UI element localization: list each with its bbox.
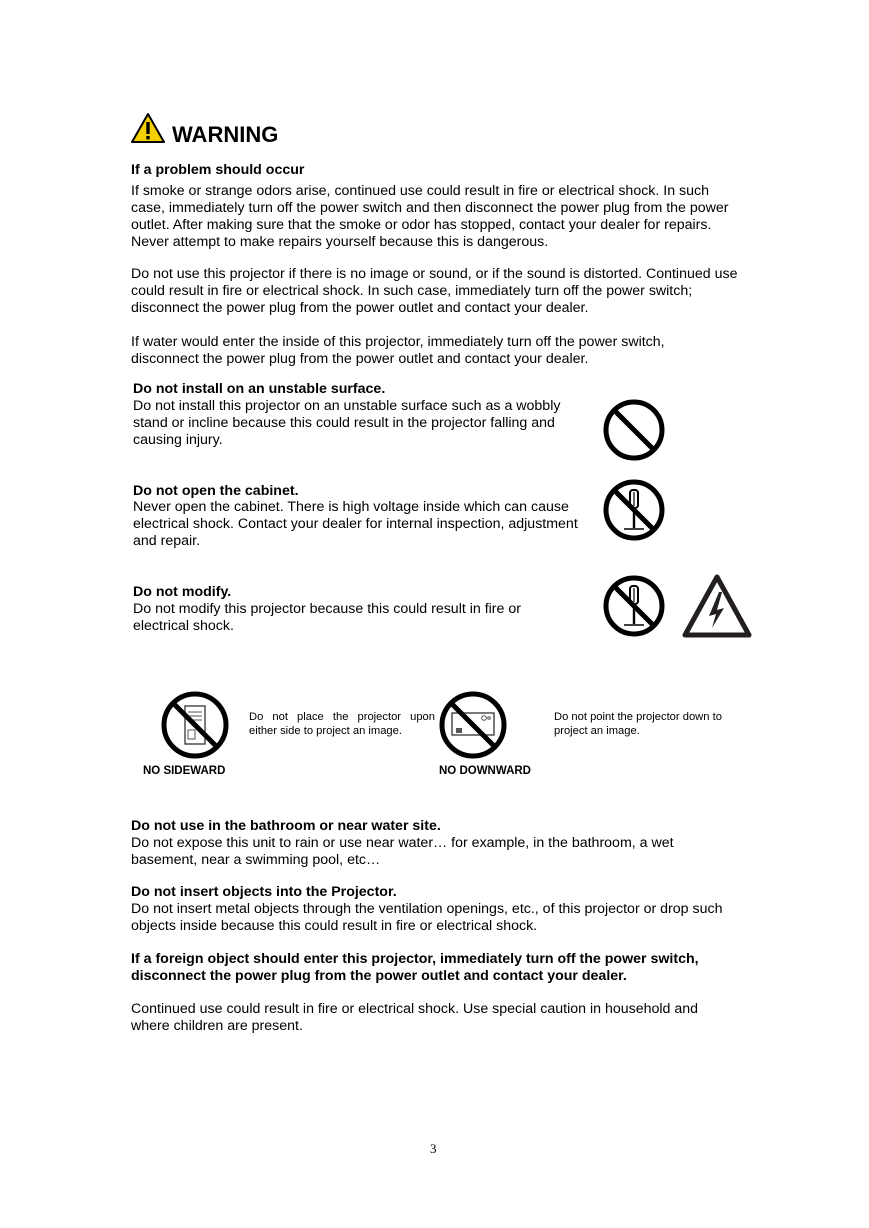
warning-icon [130, 112, 166, 144]
problem-paragraph-2: Do not use this projector if there is no image or sound, or if the sound is distorted. Continued use could result in fire or electrical shock. In such case, immediately turn off the power switch; disconnect the power plug from the power outlet and contact your dealer. [131, 266, 738, 316]
downward-text: Do not point the projector down to project an image. [554, 711, 722, 737]
insert-heading: Do not insert objects into the Projector. [131, 884, 397, 900]
bathroom-body: Do not expose this unit to rain or use near water… for example, in the bathroom, a wet basement, near a swimming pool, etc… [131, 835, 674, 868]
problem-paragraph-3: If water would enter the inside of this projector, immediately turn off the power switch, disconnect the power plug from the power outlet and contact your dealer. [131, 334, 665, 367]
no-disassembly-icon [602, 574, 666, 638]
cabinet-heading: Do not open the cabinet. [133, 483, 299, 499]
problem-paragraph-1: If smoke or strange odors arise, continued use could result in fire or electrical shock. In such case, immediately turn off the power switch and then disconnect the power plug from the power outlet. After making sure that the smoke or odor has stopped, contact your dealer for repairs. Never attempt to make repairs yourself because this is dangerous. [131, 183, 729, 250]
sideward-text: Do not place the projector upon either side to project an image. [249, 711, 435, 737]
downward-caption: NO DOWNWARD [439, 765, 531, 777]
insert-body: Do not insert metal objects through the ventilation openings, etc., of this projector or drop such objects inside because this could result in fire or electrical shock. [131, 901, 723, 934]
high-voltage-icon [682, 574, 752, 638]
modify-body: Do not modify this projector because this could result in fire or electrical shock. [133, 601, 521, 634]
caution-text: Continued use could result in fire or electrical shock. Use special caution in household and where children are present. [131, 1001, 699, 1034]
page-number: 3 [430, 1141, 437, 1156]
page-title: WARNING [172, 122, 279, 147]
sideward-caption: NO SIDEWARD [143, 765, 226, 777]
bathroom-heading: Do not use in the bathroom or near water site. [131, 818, 441, 834]
cabinet-body: Never open the cabinet. There is high voltage inside which can cause electrical shock. Contact your dealer for internal inspection, adjustment and repair. [133, 499, 578, 549]
unstable-heading: Do not install on an unstable surface. [133, 381, 386, 397]
problem-heading: If a problem should occur [131, 162, 305, 178]
no-screwdriver-icon [602, 478, 666, 542]
no-sideward-icon [160, 690, 230, 760]
no-downward-icon [438, 690, 508, 760]
foreign-object-warning: If a foreign object should enter this projector, immediately turn off the power switch, disconnect the power plug from the power outlet and contact your dealer. [131, 951, 699, 984]
modify-heading: Do not modify. [133, 584, 232, 600]
prohibition-icon [602, 398, 666, 462]
unstable-body: Do not install this projector on an unstable surface such as a wobbly stand or incline because this could result in the projector falling and causing injury. [133, 398, 561, 448]
